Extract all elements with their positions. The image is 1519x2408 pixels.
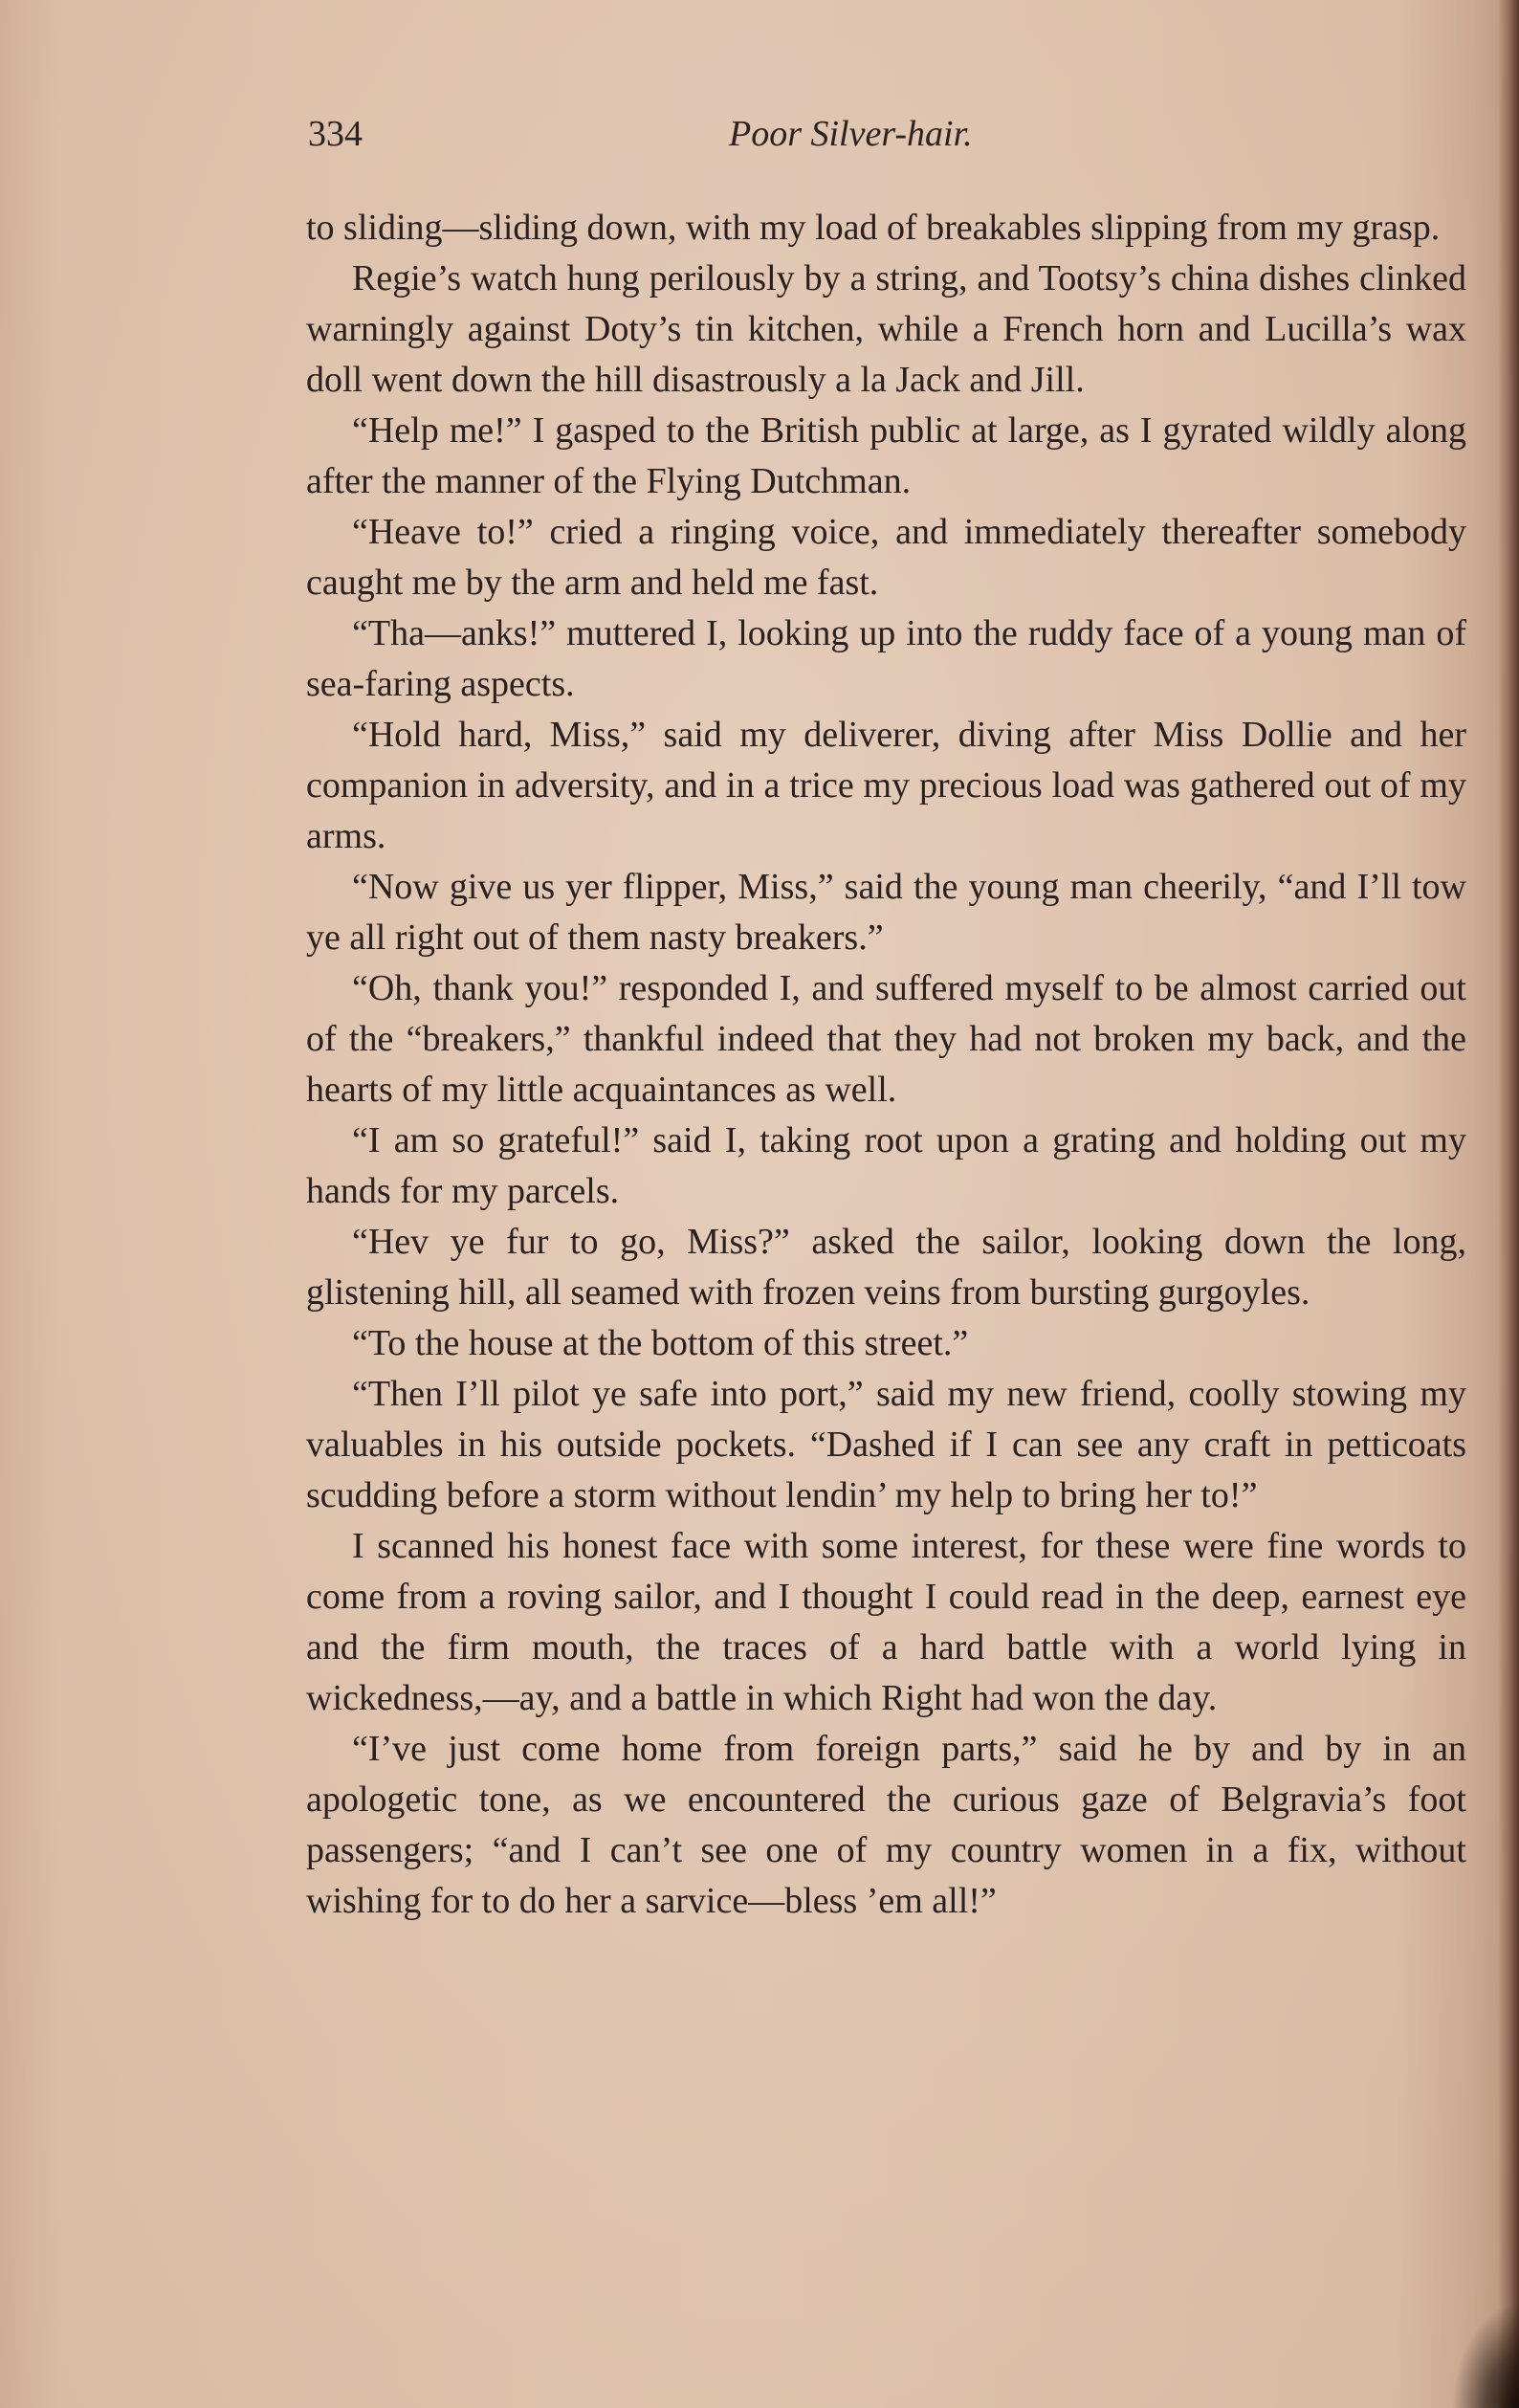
page-number: 334: [308, 114, 363, 154]
paragraph: “Tha—anks!” muttered I, looking up into the ruddy face of a young man of sea-faring aspects.: [306, 613, 1466, 704]
paragraph: I scanned his honest face with some interest, for these were fine words to come from a roving sailor, and I thought I could read in the deep, earnest eye and the firm mouth, the traces of a hard battle with a world lying in wickedness,—ay, and a battle in which Right had won the day.: [306, 1526, 1466, 1718]
paragraph: “Help me!” I gasped to the British public at large, as I gyrated wildly along after the manner of the Flying Dutchman.: [306, 410, 1466, 501]
paragraph: “Then I’ll pilot ye safe into port,” said my new friend, coolly stowing my valuables in his outside pockets. “Dashed if I can see any craft in petticoats scudding before a storm without lendin’ my help to bring her to!”: [306, 1374, 1466, 1515]
paragraph: “Heave to!” cried a ringing voice, and immediately thereafter somebody caught me by the arm and held me fast.: [306, 512, 1466, 603]
paragraph: “Now give us yer flipper, Miss,” said the young man cheerily, “and I’ll tow ye all right out of them nasty breakers.”: [306, 867, 1466, 958]
paragraph: “Hev ye fur to go, Miss?” asked the sailor, looking down the long, glistening hill, all seamed with frozen veins from bursting gurgoyles.: [306, 1222, 1466, 1313]
page-header: [308, 113, 1465, 166]
paragraph: “Hold hard, Miss,” said my deliverer, diving after Miss Dollie and her companion in adversity, and in a trice my precious load was gathered out of my arms.: [306, 715, 1466, 856]
paragraph: “Oh, thank you!” responded I, and suffered myself to be almost carried out of the “breakers,” thankful indeed that they had not broken my back, and the hearts of my little acquaintances as well.: [306, 968, 1466, 1110]
running-title: Poor Silver-hair.: [729, 114, 973, 154]
body-text: [306, 203, 1466, 1927]
paragraph: to sliding—sliding down, with my load of breakables slipping from my grasp.: [306, 208, 1441, 248]
paragraph: “To the house at the bottom of this street.”: [352, 1323, 969, 1363]
page-corner-shadow: [1452, 2303, 1519, 2408]
paragraph: “I am so grateful!” said I, taking root upon a grating and holding out my hands for my parcels.: [306, 1120, 1466, 1211]
page-gutter-shadow: [1498, 0, 1519, 2408]
paragraph: Regie’s watch hung perilously by a string, and Tootsy’s china dishes clinked warningly against Doty’s tin kitchen, while a French horn and Lucilla’s wax doll went down the hill disastrously a la Jack and Jill.: [306, 258, 1466, 400]
paragraph: “I’ve just come home from foreign parts,” said he by and by in an apologetic tone, as we encountered the curious gaze of Belgravia’s foot passengers; “and I can’t see one of my country women in a fix, without wishing for to do her a sarvice—bless ’em all!”: [306, 1729, 1466, 1921]
